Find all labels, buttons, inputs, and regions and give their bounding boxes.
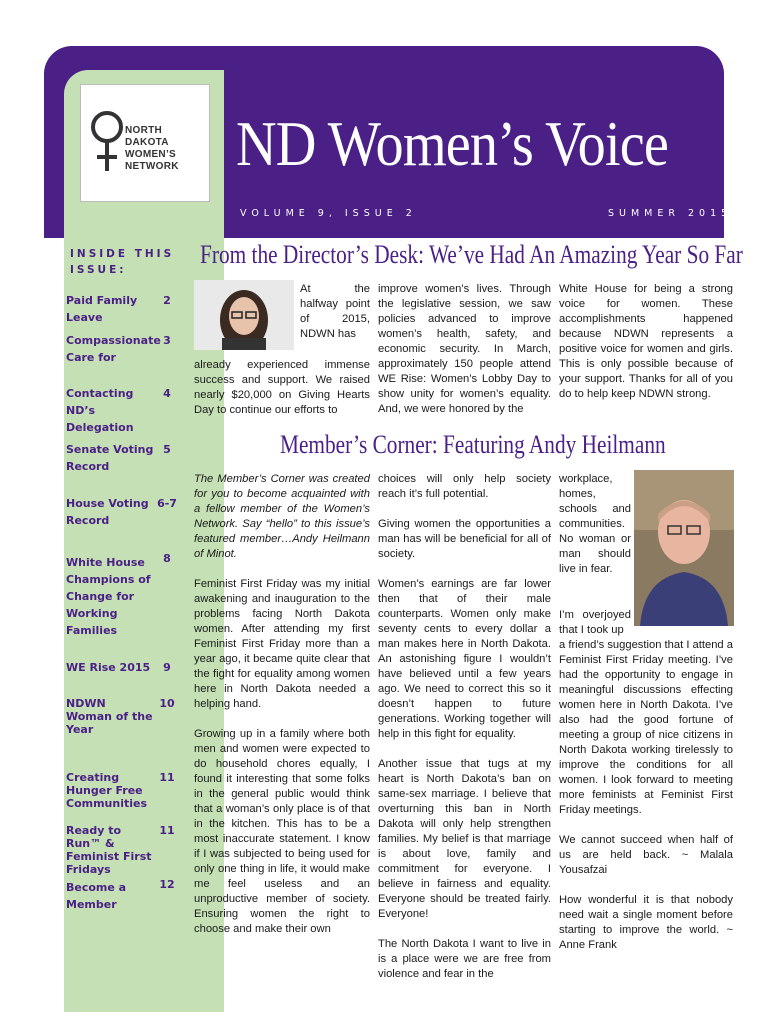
toc-item-senate-voting[interactable]: Senate Voting Record bbox=[66, 443, 154, 473]
toc-item-become-member[interactable]: Become a Member bbox=[66, 881, 127, 911]
director-section-title: From the Director’s Desk: We’ve Had An Amazing Year So Far bbox=[200, 240, 743, 269]
toc-page: 2 bbox=[163, 294, 171, 307]
toc-item-paid-family-leave[interactable]: Paid Family Leave bbox=[66, 294, 138, 324]
members-section-title: Member’s Corner: Featuring Andy Heilmann bbox=[280, 430, 666, 459]
members-col3-p2b: a friend’s suggestion that I attend a Feminist First Friday meeting. I’ve had the opportunity to engage in meaningful discussions effecting women here in North Dakota. I’ve also had the good fortune of meeting a group of nice citizens in North Dakota working tirelessly to improve the conditions for all women. I look forward to meeting more feminists at Feminist First Friday meetings. bbox=[559, 639, 733, 816]
members-col3-p3: We cannot succeed when half of us are held back. ~ Malala Yousafzai bbox=[559, 834, 733, 876]
newsletter-title: ND Women’s Voice bbox=[236, 108, 668, 179]
director-col3: White House for being a strong voice for women. These accomplishments happened because NDWN represents a positive voice for women and girls. This is only possible because of your support. Thanks for all of you do to help keep NDWN strong. bbox=[559, 283, 733, 400]
members-col1-p2: Feminist First Friday was my initial awakening and inauguration to the problems facing North Dakota women. After attending my first Feminist First Friday more than a year ago, it became quite clear that the fight for equality among women here in North Dakota needed a helping hand. bbox=[194, 578, 370, 710]
toc-item-woman-of-year[interactable]: NDWN Woman of the Year bbox=[66, 697, 153, 736]
members-col1 bbox=[194, 472, 370, 952]
director-col1-rest: already experienced immense success and support. We raised nearly $20,000 on Giving Hearts Day to continue our efforts to bbox=[194, 359, 370, 416]
director-photo bbox=[194, 280, 294, 350]
members-col3-top: workplace, homes, schools and communities. No woman or man should live in fear. bbox=[559, 473, 631, 575]
toc-page: 10 bbox=[159, 697, 175, 710]
toc-page: 8 bbox=[163, 552, 171, 565]
toc-page: 12 bbox=[159, 878, 175, 891]
toc-item-contacting-delegation[interactable]: Contacting ND’s Delegation bbox=[66, 387, 134, 434]
toc-page: 6-7 bbox=[157, 497, 177, 510]
female-symbol-icon bbox=[87, 107, 127, 179]
director-col2: improve women’s lives. Through the legislative session, we saw policies advanced to improve women’s health, safety, and economic security. In March, approximately 150 people attend WE Rise: Women’s Lobby Day to show unity for women’s equality. And, we were honored by the bbox=[378, 283, 551, 415]
toc-item-house-voting[interactable]: House Voting Record bbox=[66, 497, 149, 527]
members-col3-p2a: I’m overjoyed that I took up bbox=[559, 609, 631, 636]
toc-page: 3 bbox=[163, 334, 171, 347]
members-col2-p2: Giving women the opportunities a man has will be beneficial for all of society. bbox=[378, 518, 551, 560]
member-photo bbox=[634, 470, 734, 626]
toc-item-white-house-champions[interactable]: White House Champions of Change for Working Families bbox=[66, 556, 151, 637]
toc-page: 5 bbox=[163, 443, 171, 456]
toc-page: 9 bbox=[163, 661, 171, 674]
toc-item-ready-to-run[interactable]: Ready to Run™ & Feminist First Fridays bbox=[66, 824, 152, 876]
logo-wordmark: NORTH DAKOTA WOMEN’S NETWORK bbox=[125, 125, 179, 172]
members-col2-p3: Women’s earnings are far lower then that of their male counterparts. Women only make seventy cents to every dollar a man makes here in North Dakota. An astonishing figure I wouldn’t have believed until a few years ago. We need to correct this so it doesn’t happen to future generations. Working together will help in this fight for equality. bbox=[378, 578, 551, 740]
toc-item-hunger-free[interactable]: Creating Hunger Free Communities bbox=[66, 771, 148, 810]
members-col1-p3: Growing up in a family where both men and women were expected to do household chores equally, I found it interesting that some folks in the general public would think that a woman’s only place is of that in the kitchen. This has to be a most inaccurate statement. I know if I was subjected to being used for only one thing in life, it would make me feel useless and an unproductive member of society. Ensuring women the right to choose and make their own bbox=[194, 728, 370, 935]
members-col2-p4: Another issue that tugs at my heart is North Dakota’s ban on same-sex marriage. I believe that overturning this ban in North Dakota will only help strengthen families. My belief is that marriage is about love, family and commitment for everyone. I believe in fairness and equality. Everyone should be treated fairly. Everyone! bbox=[378, 758, 551, 920]
toc-item-compassionate-care[interactable]: Compassionate Care for bbox=[66, 334, 161, 364]
members-col3 bbox=[559, 638, 733, 968]
toc-item-we-rise[interactable]: WE Rise 2015 bbox=[66, 661, 151, 674]
toc-heading: INSIDE THIS ISSUE: bbox=[70, 248, 175, 276]
members-col2-p5: The North Dakota I want to live in is a place were we are free from violence and fear in the bbox=[378, 938, 551, 980]
issue-season: SUMMER 2015 bbox=[608, 208, 733, 219]
toc-page: 4 bbox=[163, 387, 171, 400]
members-col2 bbox=[378, 472, 551, 997]
volume-issue: VOLUME 9, ISSUE 2 bbox=[240, 208, 417, 219]
members-intro: The Member’s Corner was created for you to become acquainted with a fellow member of the Women’s Network. Say “hello” to this issue’s featured member…Andy Heilmann of Minot. bbox=[194, 473, 370, 560]
toc-page: 11 bbox=[159, 824, 175, 837]
toc-page: 11 bbox=[159, 771, 175, 784]
ndwn-logo bbox=[80, 84, 210, 202]
director-col1-top: At the halfway point of 2015, NDWN has bbox=[300, 283, 370, 340]
members-col3-p4: How wonderful it is that nobody need wait a single moment before starting to improve the world. ~ Anne Frank bbox=[559, 894, 733, 951]
members-col2-p1: choices will only help society reach it’s full potential. bbox=[378, 473, 551, 500]
